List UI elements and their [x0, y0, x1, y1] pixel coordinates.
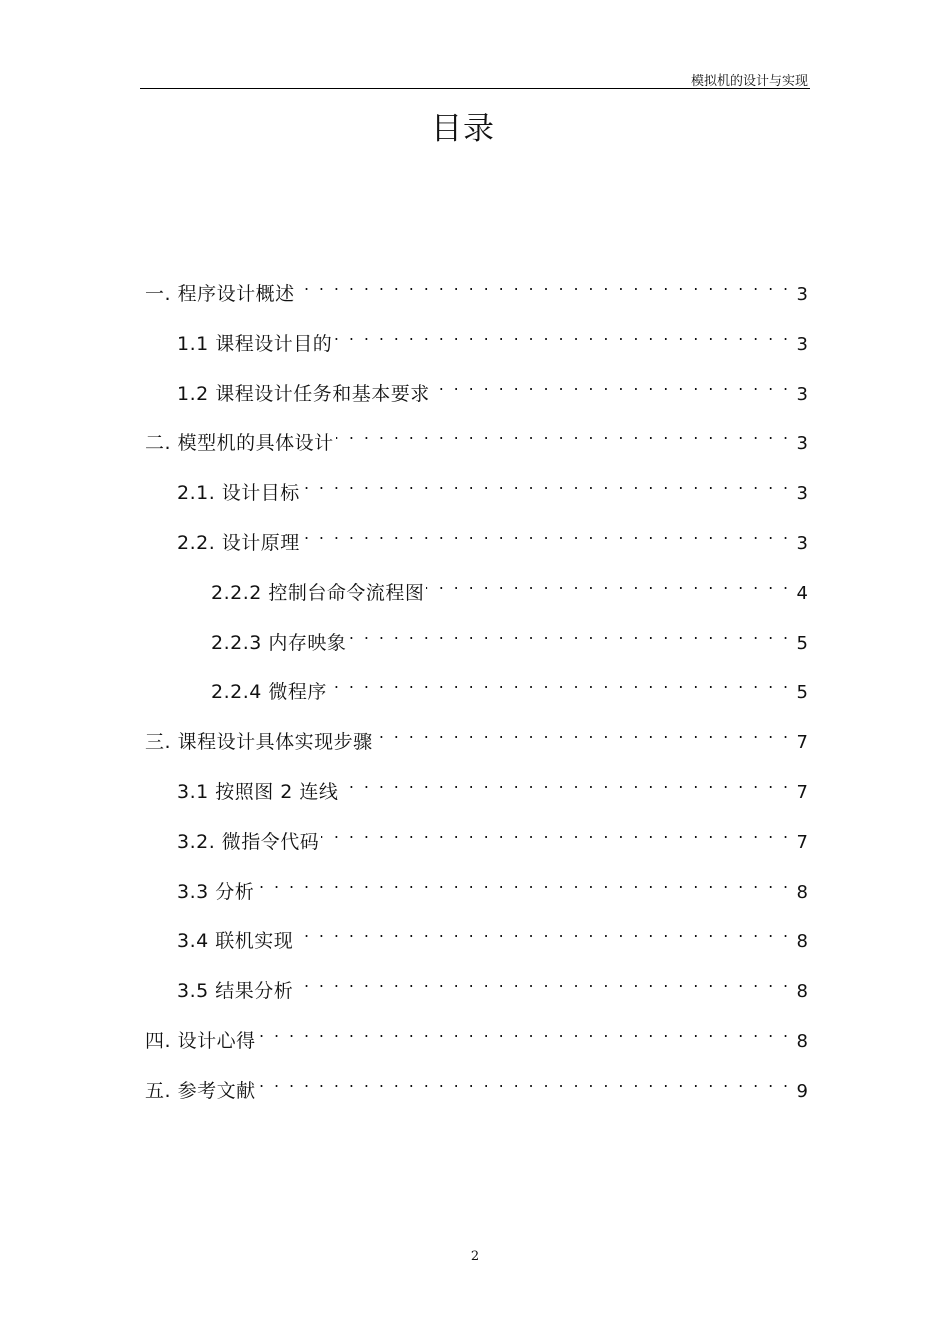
toc-entry-page: 7 [796, 782, 808, 803]
toc-entry-page: 5 [796, 682, 808, 703]
toc-entry-page: 5 [796, 633, 808, 654]
toc-entry[interactable] [211, 619, 808, 654]
toc-entry-label: 3.1 按照图 2 连线 [177, 781, 339, 803]
toc-entry-label: 一. 程序设计概述 [145, 283, 295, 305]
toc-entry[interactable] [177, 320, 808, 355]
page-number: 2 [470, 1249, 480, 1264]
toc-leader-dots [297, 270, 791, 300]
toc-leader-dots [321, 818, 790, 848]
toc-entry-page: 3 [796, 433, 808, 454]
toc-leader-dots [329, 668, 791, 698]
toc-entry-page: 3 [796, 384, 808, 405]
toc-leader-dots [348, 619, 790, 649]
toc-leader-dots [258, 1017, 791, 1047]
toc-entry-page: 8 [796, 1031, 808, 1052]
toc-entry-label: 五. 参考文献 [145, 1080, 256, 1102]
toc-leader-dots [432, 370, 791, 400]
toc-entry-page: 3 [796, 483, 808, 504]
toc-entry-label: 3.5 结果分析 [177, 980, 294, 1002]
toc-entry[interactable] [211, 569, 808, 604]
toc-entry-label: 2.2.2 控制台命令流程图 [211, 582, 425, 604]
toc-leader-dots [302, 469, 791, 499]
toc-entry-page: 3 [796, 533, 808, 554]
toc-entry-page: 3 [796, 334, 808, 355]
toc-leader-dots [336, 419, 791, 449]
toc-entry-label: 3.3 分析 [177, 881, 255, 903]
page-title: 目录 [431, 111, 495, 147]
toc-entry[interactable] [177, 370, 808, 405]
toc-entry-label: 1.1 课程设计目的 [177, 333, 333, 355]
toc-leader-dots [256, 868, 790, 898]
toc-leader-dots [295, 917, 790, 947]
toc-entry-label: 二. 模型机的具体设计 [145, 432, 334, 454]
toc-entry[interactable] [177, 519, 808, 554]
toc-entry-label: 3.2. 微指令代码 [177, 831, 320, 853]
toc-entry[interactable] [177, 868, 808, 903]
toc-entry-page: 3 [796, 284, 808, 305]
toc-entry-label: 2.2. 设计原理 [177, 532, 300, 554]
toc-entry[interactable] [177, 917, 808, 952]
toc-leader-dots [258, 1067, 791, 1097]
toc-entry-page: 7 [796, 832, 808, 853]
toc-entry-label: 三. 课程设计具体实现步骤 [145, 731, 373, 753]
toc-entry[interactable] [145, 1067, 808, 1102]
toc-entry-page: 7 [796, 732, 808, 753]
toc-entry-label: 2.2.3 内存映象 [211, 632, 347, 654]
toc-entry-label: 四. 设计心得 [145, 1030, 256, 1052]
toc-entry[interactable] [177, 768, 808, 803]
toc-entry[interactable] [145, 1017, 808, 1052]
toc-entry[interactable] [211, 668, 808, 703]
toc-entry[interactable] [177, 818, 808, 853]
toc-leader-dots [302, 519, 791, 549]
toc-entry[interactable] [177, 967, 808, 1002]
header-rule [140, 88, 810, 89]
toc-entry-page: 8 [796, 981, 808, 1002]
header-title: 模拟机的设计与实现 [690, 74, 808, 89]
toc-entry-label: 1.2 课程设计任务和基本要求 [177, 383, 430, 405]
toc-leader-dots [375, 718, 791, 748]
toc-entry-page: 8 [796, 882, 808, 903]
toc-leader-dots [340, 768, 790, 798]
toc-entry[interactable] [177, 469, 808, 504]
toc-entry-page: 4 [796, 583, 808, 604]
toc-entry[interactable] [145, 419, 808, 454]
toc-entry-page: 8 [796, 931, 808, 952]
toc-entry-label: 2.1. 设计目标 [177, 482, 300, 504]
toc-entry[interactable] [145, 718, 808, 753]
toc-leader-dots [295, 967, 790, 997]
toc-leader-dots [426, 569, 790, 599]
toc-entry-label: 2.2.4 微程序 [211, 681, 327, 703]
toc-leader-dots [334, 320, 790, 350]
toc-entry[interactable] [145, 270, 808, 305]
toc-entry-label: 3.4 联机实现 [177, 930, 294, 952]
toc-entry-page: 9 [796, 1081, 808, 1102]
